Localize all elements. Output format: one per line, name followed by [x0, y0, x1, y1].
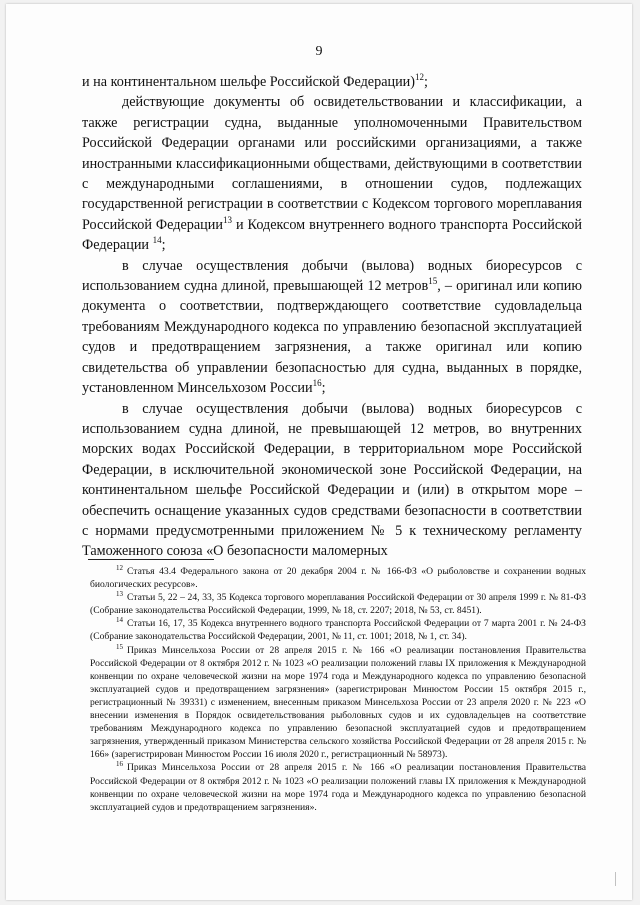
- footnotes: [90, 565, 586, 814]
- footnote-ref[interactable]: 16: [312, 378, 322, 389]
- body-text: [82, 72, 582, 562]
- footnote: $^{12}$ Статья 43.4 Федерального закона от 20 декабря 2004 г. № 166-ФЗ «О рыболовстве и сохранении водных биологических ресурсов».: [90, 564, 586, 591]
- footnote-number: 12: [116, 564, 123, 572]
- paragraph: в случае осуществления добычи (вылова) водных биоресурсов с использованием судна длиной, превышающей 12 метров$^{15}$, – оригинал или копию документа о соответствии, подтверждающего соответствие судовладельца требованиям Международного кодекса по управлению безопасной эксплуатацией судов и предотвращением загрязнения, а также оригинал или копию свидетельства об управлении безопасностью для судна, выданных в порядке, установленном Минсельхозом России$^{16}$;: [82, 257, 583, 397]
- footnote-ref[interactable]: 15: [428, 276, 438, 287]
- footnote-number: 16: [116, 760, 123, 769]
- footnote-number: 14: [116, 616, 123, 625]
- footnote: $^{14}$ Статьи 16, 17, 35 Кодекса внутреннего водного транспорта Российской Федерации от 7 марта 2001 г. № 24-ФЗ (Собрание законодательства Российской Федерации, 2001, № 11, ст. 1001; 2018, № 1, ст. 34).: [90, 616, 586, 643]
- footnote-ref[interactable]: 14: [152, 235, 162, 246]
- footnote: $^{13}$ Статьи 5, 22 – 24, 33, 35 Кодекса торгового мореплавания Российской Федерации от 30 апреля 1999 г. № 81-ФЗ (Собрание законодательства Российской Федерации, 1999, № 18, ст. 2207; 2018, № 53, ст. 8451).: [90, 590, 586, 617]
- paragraph: действующие документы об освидетельствовании и классификации, а также регистрации судна, выданные уполномоченными Правительством Российской Федерации органами или российскими организациями, а также иностранными классификационными обществами, действующими в соответствии с международными соглашениями, в отношении судов, подлежащих государственной регистрации в соответствии с Кодексом торгового мореплавания Российской Федерации$^{13}$ и Кодексом внутреннего водного транспорта Российской Федерации $^{14}$;: [82, 94, 582, 254]
- footnote-separator: [88, 559, 214, 560]
- paragraph: и на континентальном шельфе Российской Федерации)$^{12}$;: [82, 72, 428, 90]
- scan-edge-mark: [615, 872, 622, 886]
- footnote-number: 13: [116, 590, 123, 599]
- footnote-ref[interactable]: 12: [415, 72, 424, 82]
- footnote-ref[interactable]: 13: [222, 214, 232, 225]
- paragraph: в случае осуществления добычи (вылова) водных биоресурсов с использованием судна длиной, не превышающей 12 метров, во внутренних морских водах Российской Федерации, в территориальном море Российской Федерации, в исключительной экономической зоне Российской Федерации, на континентальном шельфе Российской Федерации и (или) в открытом море – обеспечить оснащение указанных судов средствами безопасности в соответствии с нормами предусмотренными приложением № 5 к техническому регламенту Таможенного союза «О безопасности маломерных: [82, 400, 582, 560]
- document-page: [6, 4, 632, 900]
- footnote: $^{15}$ Приказ Минсельхоза России от 28 апреля 2015 г. № 166 «О реализации постановления Правительства Российской Федерации от 8 октября 2012 г. № 1023 «О реализации положений главы IX приложения к Международной конвенции по охране человеческой жизни на море 1974 года и Международного кодекса по управлению безопасной эксплуатацией судов и предотвращением загрязнения» (зарегистрирован Минюстом России 15 октября 2015 г., регистрационный № 39331) с изменением, внесенным приказом Минсельхоза России от 23 апреля 2020 г. № 223 «О внесении изменения в Порядок освидетельствования рыболовных судов и их судовладельцев на соответствие требованиям Международного кодекса по управлению безопасной эксплуатацией судов и предотвращением загрязнения, утвержденный приказом Министерства сельского хозяйства Российской Федерации от 28 апреля 2015 г. № 166» (зарегистрирован Минюстом России 16 июля 2020 г., регистрационный № 58973).: [90, 642, 586, 761]
- page-number: 9: [315, 44, 323, 59]
- footnote: $^{16}$ Приказ Минсельхоза России от 28 апреля 2015 г. № 166 «О реализации постановления Правительства Российской Федерации от 8 октября 2012 г. № 1023 «О реализации положений главы IX приложения к Международной конвенции по охране человеческой жизни на море 1974 года и Международного кодекса по управлению безопасной эксплуатацией судов и предотвращением загрязнения».: [90, 760, 586, 813]
- footnote-number: 15: [116, 642, 123, 651]
